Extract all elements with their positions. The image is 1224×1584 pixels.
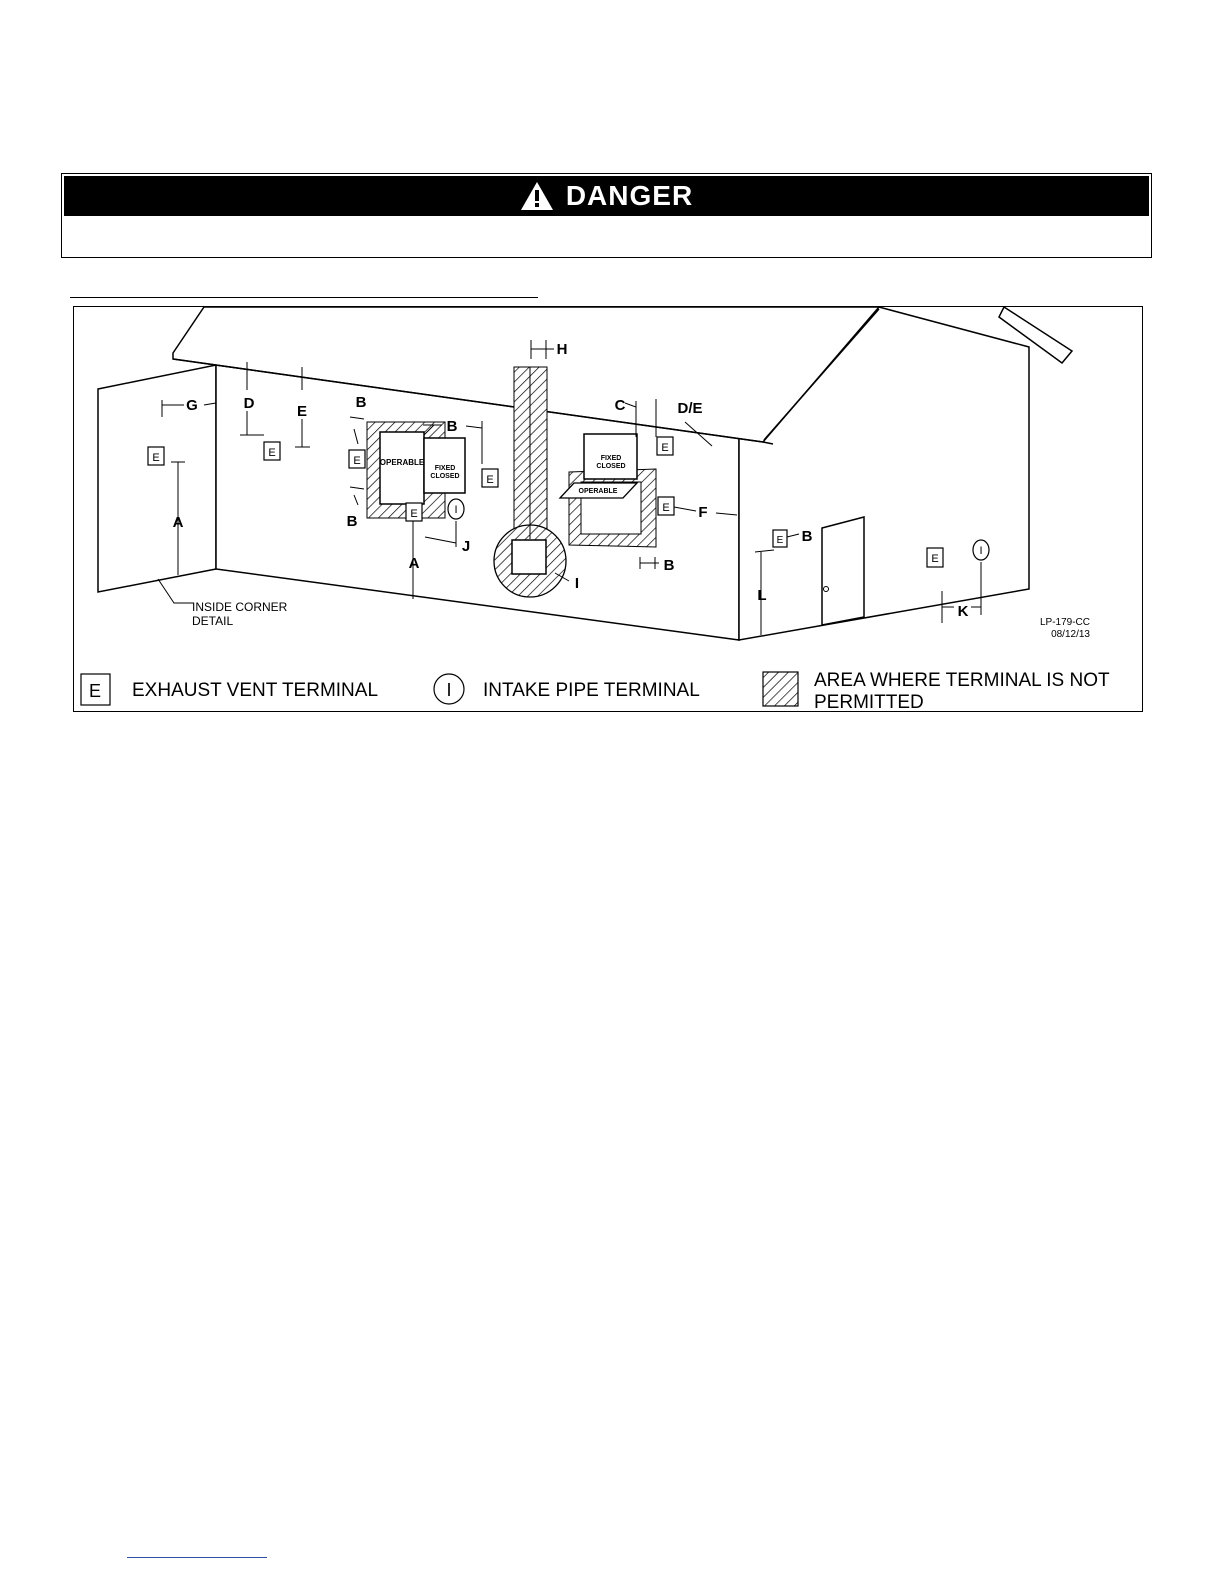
inside-corner-label-2: DETAIL <box>192 614 234 628</box>
label-de: D/E <box>677 400 703 417</box>
drawing-date: 08/12/13 <box>1051 629 1090 640</box>
legend <box>81 670 1110 713</box>
exhaust-terminal-icon <box>773 530 787 547</box>
legend-area-label: AREA WHERE TERMINAL IS NOT <box>814 670 1110 691</box>
label-b-bottom: B <box>346 513 358 530</box>
label-f: F <box>698 504 708 521</box>
label-k: K <box>957 603 969 620</box>
footer-link-underline[interactable] <box>127 1557 267 1558</box>
svg-text:E: E <box>410 508 418 520</box>
label-b-door: B <box>801 528 813 545</box>
danger-header <box>64 176 1149 216</box>
exhaust-terminal-icon <box>148 447 164 465</box>
exhaust-terminal-icon <box>349 450 365 468</box>
label-e: E <box>296 403 308 420</box>
label-d: D <box>243 395 255 412</box>
exhaust-terminal-icon <box>264 442 280 460</box>
svg-text:E: E <box>931 553 939 565</box>
exhaust-terminal-icon <box>927 548 943 567</box>
drawing-id: LP-179-CC <box>1039 617 1090 628</box>
closed-label: CLOSED <box>430 473 460 480</box>
legend-exhaust-label: EXHAUST VENT TERMINAL <box>132 680 379 701</box>
svg-text:I: I <box>454 504 458 516</box>
legend-exhaust-icon: E <box>88 681 102 701</box>
door <box>822 517 864 625</box>
operable-label-2: OPERABLE <box>578 488 618 495</box>
fixed-label: FIXED <box>434 465 456 472</box>
exhaust-terminal-icon <box>406 503 422 521</box>
closed-label-2: CLOSED <box>596 463 626 470</box>
label-b-top: B <box>355 394 367 411</box>
legend-area-label-2: PERMITTED <box>814 692 924 713</box>
legend-hatch-swatch <box>763 672 798 706</box>
intake-terminal-icon <box>973 540 989 560</box>
svg-text:E: E <box>662 502 670 514</box>
vent-clearance-figure <box>73 306 1143 712</box>
inside-corner-wall <box>98 365 216 592</box>
danger-title: DANGER <box>565 180 694 211</box>
svg-text:E: E <box>268 447 276 459</box>
svg-text:E: E <box>661 442 669 454</box>
danger-body <box>62 216 1151 257</box>
inside-corner-label: INSIDE CORNER <box>192 600 288 614</box>
exhaust-terminal-icon <box>657 437 673 455</box>
label-b-right-window: B <box>663 557 675 574</box>
label-a-corner: A <box>172 514 184 531</box>
label-i: I <box>574 575 580 592</box>
intake-terminal-icon <box>448 499 464 519</box>
svg-text:E: E <box>353 455 361 467</box>
exhaust-terminal-icon <box>482 469 498 487</box>
operable-label: OPERABLE <box>379 458 425 467</box>
fixed-label-2: FIXED <box>600 455 622 462</box>
svg-text:I: I <box>979 545 983 557</box>
warning-triangle-icon <box>520 181 554 211</box>
section-heading-underline <box>70 297 538 298</box>
svg-text:E: E <box>776 535 784 546</box>
label-b-right: B <box>446 418 458 435</box>
label-g: G <box>186 397 198 414</box>
legend-intake-icon: I <box>446 680 452 700</box>
label-c: C <box>614 397 626 414</box>
label-a-window: A <box>408 555 420 572</box>
label-j: J <box>461 538 471 555</box>
label-h: H <box>556 341 568 358</box>
svg-text:E: E <box>486 474 494 486</box>
legend-intake-label: INTAKE PIPE TERMINAL <box>483 680 700 701</box>
house-diagram <box>74 307 1144 713</box>
label-l: L <box>757 587 767 604</box>
svg-text:E: E <box>152 452 160 464</box>
exhaust-terminal-icon <box>658 497 674 515</box>
danger-notice <box>61 173 1152 258</box>
